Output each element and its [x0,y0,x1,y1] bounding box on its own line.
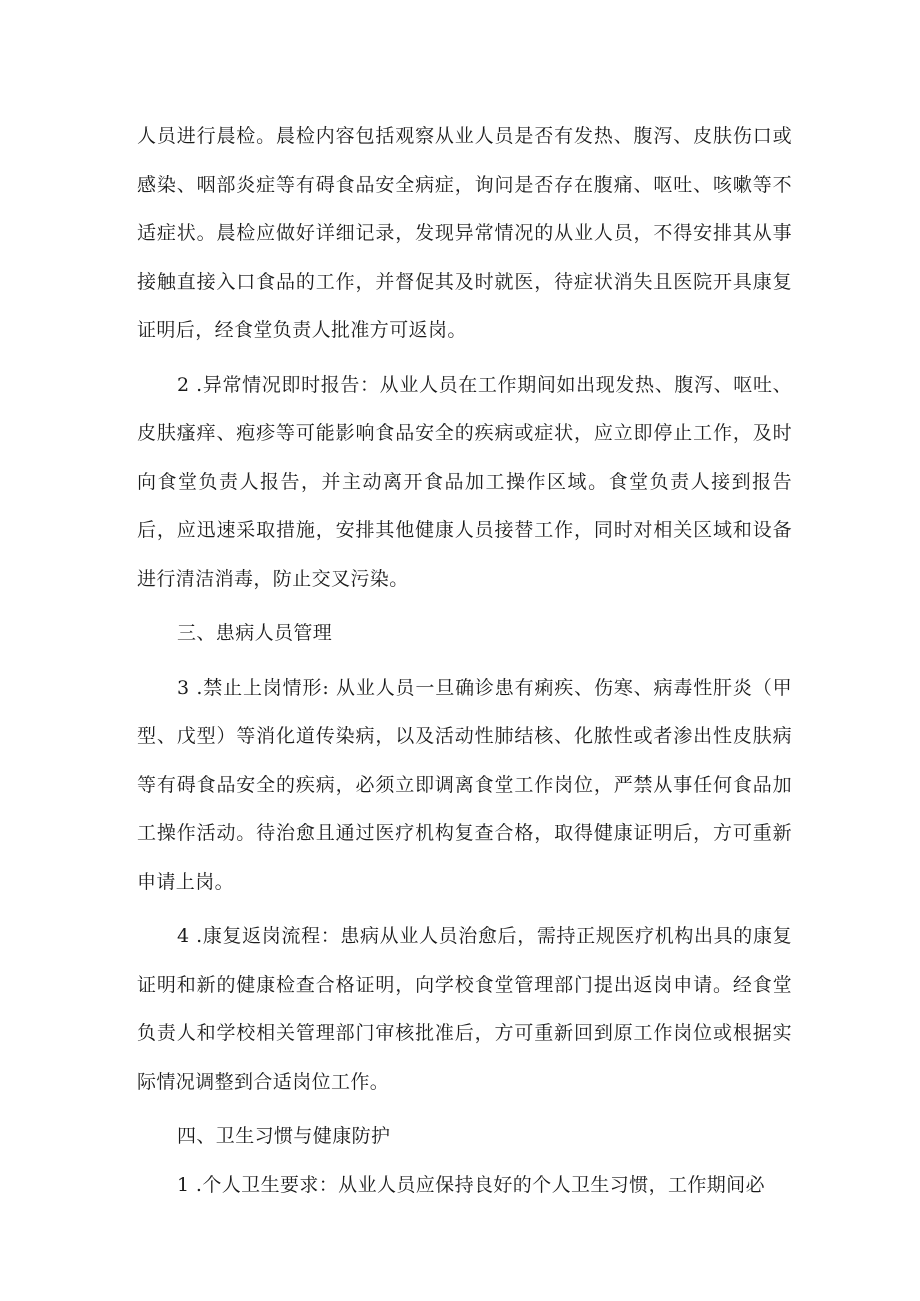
section-heading-hygiene: 四、卫生习惯与健康防护 [177,1125,391,1147]
paragraph-personal-hygiene: 1 .个人卫生要求：从业人员应保持良好的个人卫生习惯，工作期间必 [177,1173,765,1196]
paragraph-morning-check: 人员进行晨检。晨检内容包括观察从业人员是否有发热、腹泻、皮肤伤口或感染、咽部炎症等有碍食品安全病症，询问是否存在腹痛、呕吐、咳嗽等不适症状。晨检应做好详细记录，发现异常情况的从业人员，不得安排其从事接触直接入口食品的工作，并督促其及时就医，待症状消失且医院开具康复证明后，经食堂负责人批准方可返岗。 [137,125,792,341]
section-heading-sick-staff: 三、患病人员管理 [177,622,333,644]
paragraph-abnormal-report: 2 .异常情况即时报告：从业人员在工作期间如出现发热、腹泻、呕吐、皮肤瘙痒、疱疹等可能影响食品安全的疾病或症状，应立即停止工作，及时向食堂负责人报告，并主动离开食品加工操作区域。食堂负责人接到报告后，应迅速采取措施，安排其他健康人员接替工作，同时对相关区域和设备进行清洁消毒，防止交叉污染。 [137,373,792,590]
paragraph-return-process: 4 .康复返岗流程：患病从业人员治愈后，需持正规医疗机构出具的康复证明和新的健康检查合格证明，向学校食堂管理部门提出返岗申请。经食堂负责人和学校相关管理部门审核批准后，方可重新回到原工作岗位或根据实际情况调整到合适岗位工作。 [137,925,792,1093]
document-body [137,112,792,1209]
paragraph-prohibited-duty: 3 .禁止上岗情形: 从业人员一旦确诊患有痢疾、伤寒、病毒性肝炎（甲型、戊型）等消化道传染病，以及活动性肺结核、化脓性或者渗出性皮肤病等有碍食品安全的疾病，必须立即调离食堂工作岗位，严禁从事任何食品加工操作活动。待治愈且通过医疗机构复查合格，取得健康证明后，方可重新申请上岗。 [137,676,792,893]
